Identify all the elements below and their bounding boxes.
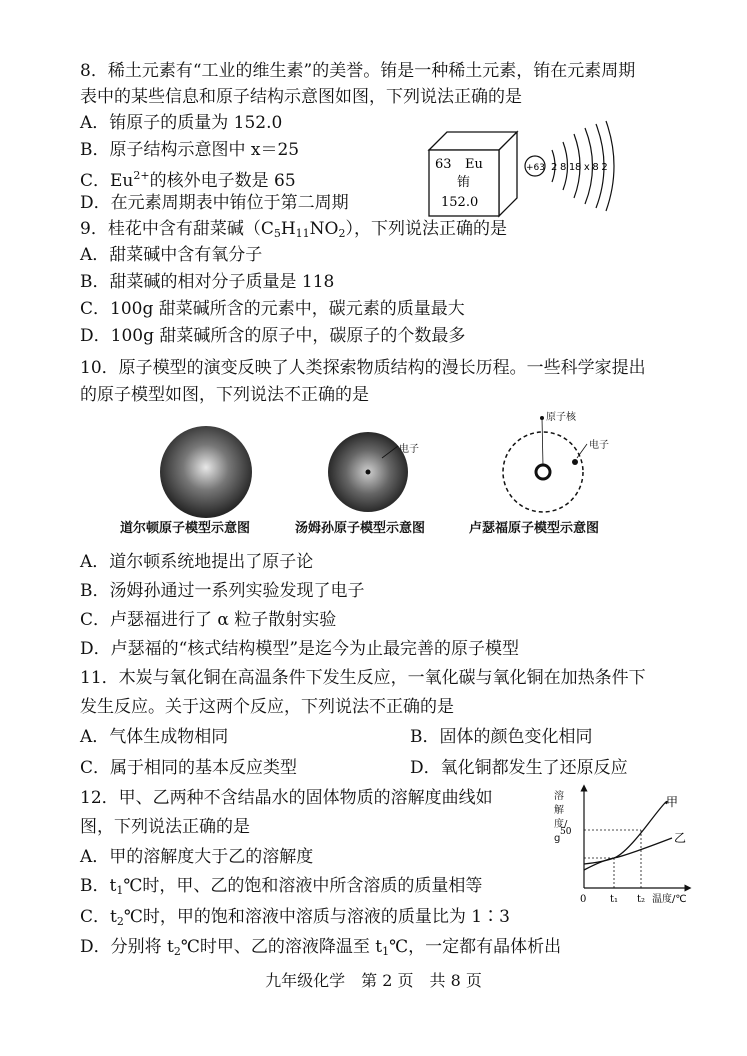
q9-option-d: D．100g 甜菜碱所含的原子中，碳原子的个数最多 xyxy=(80,326,466,346)
q8-stem-line1: 8．稀土元素有“工业的维生素”的美誉。铕是一种稀土元素，铕在元素周期 xyxy=(80,61,636,81)
rutherford-caption: 卢瑟福原子模型示意图 xyxy=(469,521,600,536)
q12-stem-line1: 12．甲、乙两种不含结晶水的固体物质的溶解度曲线如 xyxy=(80,788,493,808)
q10-stem-line1: 10．原子模型的演变反映了人类探索物质结构的漫长历程。一些科学家提出 xyxy=(80,358,646,378)
q12-stem-line2: 图，下列说法正确的是 xyxy=(80,817,250,837)
q11-stem-line1: 11．木炭与氧化铜在高温条件下发生反应，一氧化碳与氧化铜在加热条件下 xyxy=(80,668,646,688)
y-tick-50: 50 xyxy=(560,827,572,837)
q9-stem: 9．桂花中含有甜菜碱$(C_5H_{11}NO_2)$，下列说法正确的是 xyxy=(80,219,507,240)
q8-stem-line2: 表中的某些信息和原子结构示意图如图，下列说法正确的是 xyxy=(80,87,522,107)
q11-option-b: B．固体的颜色变化相同 xyxy=(410,727,593,747)
q11-option-d: D．氧化铜都发生了还原反应 xyxy=(410,758,628,778)
q10-stem-line2: 的原子模型如图，下列说法不正确的是 xyxy=(80,385,369,405)
element-cell-figure xyxy=(425,128,521,220)
q9-option-b: B．甜菜碱的相对分子质量是 118 xyxy=(80,272,335,292)
thomson-electron xyxy=(366,470,371,475)
page-footer: 九年级化学 第 2 页 共 8 页 xyxy=(265,971,482,990)
series-jia-label: 甲 xyxy=(666,795,679,809)
q8-option-a: A．铕原子的质量为 152.0 xyxy=(80,113,283,133)
shell-electrons: 2 8 18 x 8 2 xyxy=(551,162,608,173)
curve-yi xyxy=(584,838,672,870)
t2-label: t₂ xyxy=(637,894,646,905)
rutherford-nucleus xyxy=(536,465,550,479)
rutherford-electron-label: 电子 xyxy=(589,440,609,451)
cell-mass: 152.0 xyxy=(441,195,479,210)
thomson-caption: 汤姆孙原子模型示意图 xyxy=(295,521,426,536)
rutherford-nucleus-label: 原子核 xyxy=(546,412,576,423)
q11-option-c: C．属于相同的基本反应类型 xyxy=(80,758,298,778)
q8-option-c: C．$Eu^{2+}$的核外电子数是 65 xyxy=(80,169,296,191)
y-axis-label: 溶解度/g xyxy=(554,791,568,844)
q12-option-d: D．分别将 $t_2℃$时甲、乙的溶液降温至 $t_1℃$，一定都有晶体析出 xyxy=(80,937,562,958)
q10-option-b: B．汤姆孙通过一系列实验发现了电子 xyxy=(80,581,365,601)
q10-option-a: A．道尔顿系统地提出了原子论 xyxy=(80,552,314,572)
atom-models-figure xyxy=(100,400,660,520)
q11-option-a: A．气体生成物相同 xyxy=(80,727,229,747)
dalton-sphere xyxy=(160,426,252,518)
cell-symbol: Eu xyxy=(465,157,483,172)
cell-name: 铕 xyxy=(457,175,471,190)
x-axis-label: 温度/℃ xyxy=(652,894,687,905)
rutherford-electron xyxy=(572,459,578,465)
dalton-caption: 道尔顿原子模型示意图 xyxy=(120,521,251,536)
series-yi-label: 乙 xyxy=(674,831,687,845)
nucleus-charge: +63 xyxy=(526,163,545,173)
q8-option-b: B．原子结构示意图中 x＝25 xyxy=(80,140,300,160)
q9-option-a: A．甜菜碱中含有氧分子 xyxy=(80,245,263,265)
q9-option-c: C．100g 甜菜碱所含的元素中，碳元素的质量最大 xyxy=(80,299,465,319)
cell-atomic-number: 63 xyxy=(435,157,452,172)
solubility-chart xyxy=(548,784,698,910)
q8-option-d: D．在元素周期表中铕位于第二周期 xyxy=(80,193,349,213)
q10-option-c: C．卢瑟福进行了 α 粒子散射实验 xyxy=(80,610,337,630)
q10-option-d: D．卢瑟福的“核式结构模型”是迄今为止最完善的原子模型 xyxy=(80,639,520,659)
q12-option-a: A．甲的溶解度大于乙的溶解度 xyxy=(80,847,314,867)
q12-option-c: C．$t_2℃$时，甲的饱和溶液中溶质与溶液的质量比为 1∶3 xyxy=(80,907,510,928)
q12-option-b: B．$t_1℃$时，甲、乙的饱和溶液中所含溶质的质量相等 xyxy=(80,876,483,897)
q11-stem-line2: 发生反应。关于这两个反应，下列说法不正确的是 xyxy=(80,697,454,717)
t1-label: t₁ xyxy=(610,894,619,905)
atom-structure-figure xyxy=(522,118,622,214)
origin-label: 0 xyxy=(580,894,587,905)
thomson-electron-label: 电子 xyxy=(399,444,419,455)
